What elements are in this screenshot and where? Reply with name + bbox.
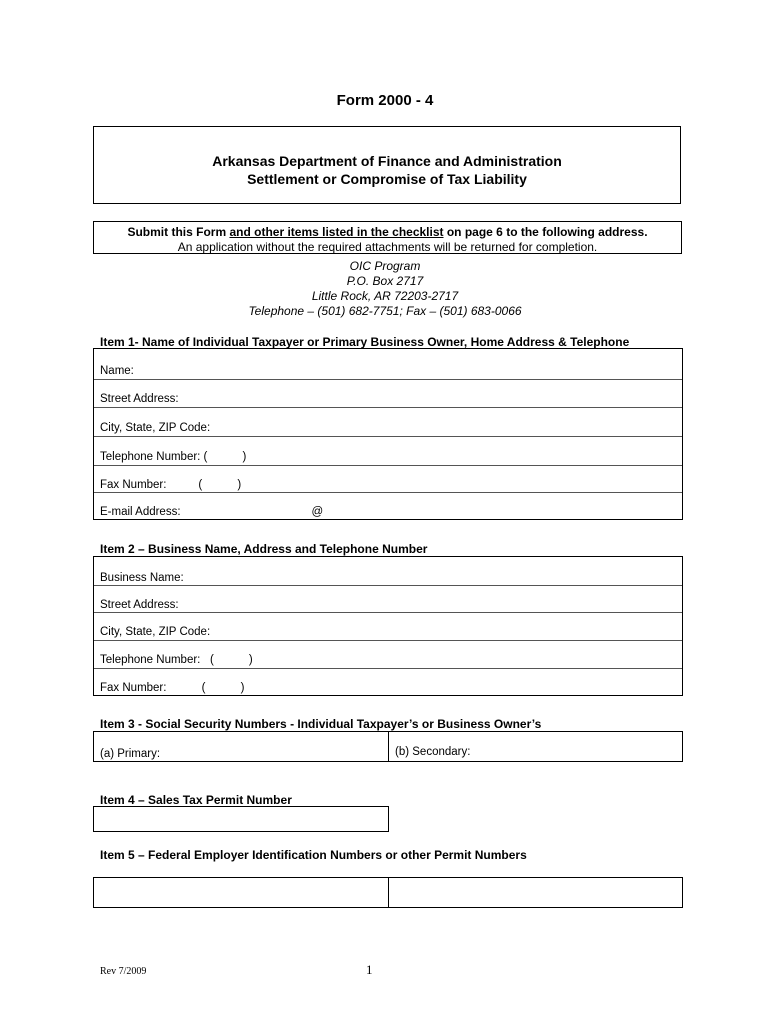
submit-text-underlined: and other items listed in the checklist: [229, 225, 444, 239]
fax-label: Fax Number: ( ): [100, 479, 242, 491]
address-city: Little Rock, AR 72203-2717: [311, 289, 459, 303]
name-label: Name:: [100, 365, 134, 377]
submit-instruction: [94, 225, 681, 239]
submit-instructions-box: [93, 221, 682, 254]
item1-fax-row[interactable]: [94, 465, 682, 493]
item1-street-row[interactable]: [94, 379, 682, 408]
item5-cell-right[interactable]: [389, 878, 682, 907]
business-fax-label: Fax Number: ( ): [100, 682, 245, 694]
item1-heading: Item 1- Name of Individual Taxpayer or Primary Business Owner, Home Address & Telephone: [100, 335, 630, 349]
sales-tax-permit-field[interactable]: [93, 806, 389, 832]
item3-table: [93, 731, 683, 762]
address-po-box: P.O. Box 2717: [346, 274, 424, 288]
title-box: [93, 126, 681, 204]
item5-heading: Item 5 – Federal Employer Identification Numbers or other Permit Numbers: [100, 848, 527, 862]
secondary-ssn-label: (b) Secondary:: [395, 746, 471, 758]
item5-table: [93, 877, 683, 908]
email-label: E-mail Address: @: [100, 506, 324, 518]
item1-city-row[interactable]: [94, 407, 682, 437]
business-street-label: Street Address:: [100, 599, 179, 611]
submit-text-3: on page 6 to the following address.: [443, 225, 648, 239]
secondary-ssn-cell[interactable]: [389, 732, 682, 761]
item1-name-row[interactable]: [94, 349, 682, 380]
page-number: 1: [366, 962, 373, 977]
item2-fax-row[interactable]: [94, 668, 682, 696]
item4-heading: Item 4 – Sales Tax Permit Number: [100, 793, 292, 807]
primary-ssn-label: (a) Primary:: [100, 748, 161, 760]
primary-ssn-cell[interactable]: [94, 732, 388, 761]
business-city-label: City, State, ZIP Code:: [100, 626, 211, 638]
item3-heading: Item 3 - Social Security Numbers - Individual Taxpayer’s or Business Owner’s: [100, 717, 542, 731]
title-line-1: Arkansas Department of Finance and Administration: [212, 153, 562, 169]
street-address-label: Street Address:: [100, 393, 179, 405]
business-name-label: Business Name:: [100, 572, 184, 584]
item1-telephone-row[interactable]: [94, 436, 682, 466]
item1-table: [93, 348, 683, 520]
item2-table: [93, 556, 683, 696]
item2-business-name-row[interactable]: [94, 557, 682, 586]
city-state-zip-label: City, State, ZIP Code:: [100, 422, 211, 434]
item2-city-row[interactable]: [94, 612, 682, 641]
item2-heading: Item 2 – Business Name, Address and Telephone Number: [100, 542, 428, 556]
item5-cell-left[interactable]: [94, 878, 388, 907]
item1-email-row[interactable]: [94, 492, 682, 520]
telephone-label: Telephone Number: ( ): [100, 451, 247, 463]
title-line-2: Settlement or Compromise of Tax Liability: [247, 171, 527, 187]
business-telephone-label: Telephone Number: ( ): [100, 654, 253, 666]
address-phone-fax: Telephone – (501) 682-7751; Fax – (501) 683-0066: [248, 304, 522, 318]
revision-date: Rev 7/2009: [100, 966, 147, 977]
item2-telephone-row[interactable]: [94, 640, 682, 669]
attachments-warning: An application without the required attachments will be returned for completion.: [177, 240, 598, 254]
address-program: OIC Program: [349, 259, 421, 273]
form-number: Form 2000 - 4: [336, 92, 434, 109]
item2-street-row[interactable]: [94, 585, 682, 613]
submit-text-1: Submit this Form: [127, 225, 230, 239]
